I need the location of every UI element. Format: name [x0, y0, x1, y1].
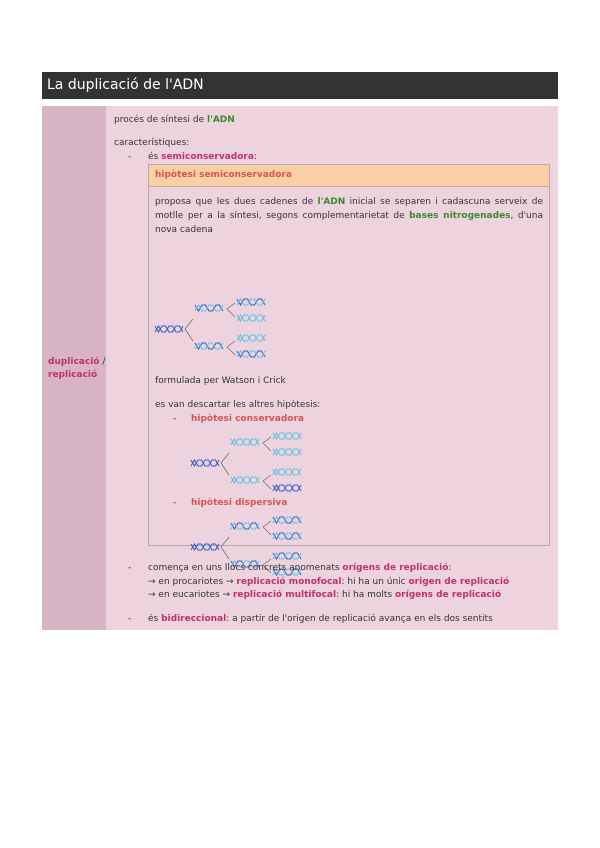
- dna-helix-gen1-bottom: [195, 343, 223, 349]
- hypothesis-box-header: [149, 165, 549, 187]
- topic-term-duplication: duplicació: [48, 357, 100, 367]
- page-title: La duplicació de l'ADN: [42, 72, 558, 99]
- conservative-diagram: [191, 429, 321, 499]
- dna-helix-gen1-top: [231, 523, 259, 529]
- term-adn-inline: l'ADN: [317, 197, 346, 207]
- dna-helix-gen2-b: [273, 449, 301, 455]
- prokaryotes-line: → en procariotes → replicació monofocal: hi ha un únic origen de replicació: [148, 577, 510, 587]
- intro-line: procés de síntesi de l'ADN: [114, 115, 235, 125]
- bullet-dash: -: [128, 152, 132, 162]
- bullet-dash: -: [173, 498, 177, 508]
- term-nitrogen-bases: bases nitrogenades: [409, 211, 511, 221]
- dna-helix-gen2-a: [237, 299, 265, 305]
- term-adn: l'ADN: [207, 115, 235, 125]
- semiconservative-diagram: [155, 295, 285, 365]
- characteristics-heading: característiques:: [114, 138, 190, 148]
- topic-label: [48, 356, 106, 382]
- semiconservative-line: és semiconservadora:: [148, 152, 257, 162]
- content-table: [42, 106, 558, 630]
- hypothesis-box: [148, 164, 550, 546]
- term-semiconservative: semiconservadora: [161, 152, 254, 162]
- term-replication-origins-2: orígens de replicació: [395, 590, 501, 600]
- dna-helix-gen1-bottom: [231, 477, 259, 483]
- origins-line: comença en uns llocs concrets anomenats orígens de replicació:: [148, 563, 452, 573]
- dna-helix-parent: [191, 544, 219, 550]
- hypothesis-description: proposa que les dues cadenes de l'ADN inicial se separen i cadascuna serveix de motlle per a la síntesi, segons complementarietat de bases nitrogenades, d'una nova cadena: [155, 197, 543, 235]
- topic-term-replication: replicació: [48, 370, 98, 380]
- topic-column: [42, 106, 106, 630]
- dna-helix-gen2-c: [237, 335, 265, 341]
- discarded-hypotheses: es van descartar les altres hipòtesis:: [155, 400, 321, 410]
- dna-helix-gen2-b: [273, 533, 301, 539]
- topic-separator: /: [99, 357, 106, 367]
- bidirectional-line: és bidireccional: a partir de l'origen de replicació avança en els dos sentits: [148, 614, 493, 624]
- hypothesis-semiconservative-title: hipòtesi semiconservadora: [155, 170, 292, 180]
- dna-helix-parent: [155, 326, 183, 332]
- hypothesis-conservative-title: hipòtesi conservadora: [191, 414, 305, 424]
- bullet-dash: -: [173, 414, 177, 424]
- term-bidirectional: bidireccional: [161, 614, 227, 624]
- dna-helix-gen2-c: [273, 469, 301, 475]
- dna-helix-gen1-top: [231, 439, 259, 445]
- term-replication-origins: orígens de replicació: [342, 563, 449, 573]
- dna-helix-gen2-a: [273, 517, 301, 523]
- dna-helix-gen2-c: [273, 553, 301, 559]
- formulated-by: formulada per Watson i Crick: [155, 376, 286, 386]
- dna-helix-parent: [191, 460, 219, 466]
- hypothesis-dispersive-title: hipòtesi dispersiva: [191, 498, 288, 508]
- bullet-dash: -: [128, 614, 132, 624]
- dna-helix-gen2-d: [237, 351, 265, 357]
- term-multifocal: replicació multifocal: [232, 590, 337, 600]
- eukaryotes-line: → en eucariotes → replicació multifocal: hi ha molts orígens de replicació: [148, 590, 501, 600]
- dna-helix-gen2-d: [273, 485, 301, 491]
- dna-helix-gen2-b: [237, 315, 265, 321]
- dna-helix-gen1-top: [195, 305, 223, 311]
- term-replication-origin: origen de replicació: [408, 577, 510, 587]
- term-monofocal: replicació monofocal: [236, 577, 342, 587]
- dna-helix-gen2-a: [273, 433, 301, 439]
- bullet-dash: -: [128, 563, 132, 573]
